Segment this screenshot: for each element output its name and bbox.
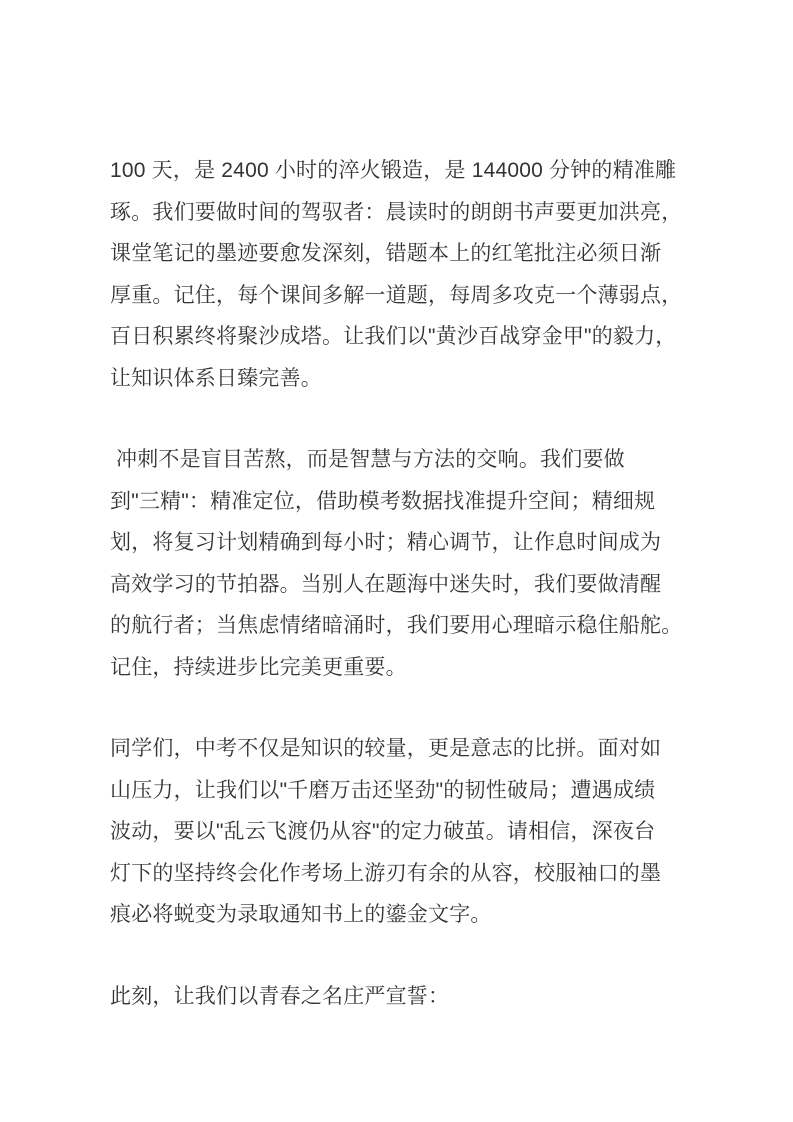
text-line: 百日积累终将聚沙成塔。让我们以"黄沙百战穿金甲"的毅力， (110, 325, 677, 348)
text-line: 课堂笔记的墨迹要愈发深刻，错题本上的红笔批注必须日渐 (110, 242, 662, 265)
paragraph-4 (110, 976, 710, 1018)
paragraph-1 (110, 150, 710, 399)
text-line: 同学们，中考不仅是知识的较量，更是意志的比拼。面对如 (110, 737, 662, 760)
text-line: 100 天，是 2400 小时的淬火锻造，是 144000 分钟的精准雕 (110, 159, 677, 182)
text-line: 划，将复习计划精确到每小时；精心调节，让作息时间成为 (110, 531, 662, 554)
text-line: 记住，持续进步比完美更重要。 (110, 655, 407, 679)
page-content (110, 150, 710, 1057)
text-line: 到"三精"：精准定位，借助模考数据找准提升空间；精细规 (110, 489, 656, 513)
text-line: 高效学习的节拍器。当别人在题海中迷失时，我们要做清醒 (110, 572, 662, 596)
text-line: 山压力，让我们以"千磨万击还坚劲"的韧性破局；遭遇成绩 (110, 778, 656, 802)
text-line: 痕必将蜕变为录取通知书上的鎏金文字。 (110, 903, 492, 926)
text-line: 让知识体系日臻完善。 (110, 366, 322, 390)
text-line: 琢。我们要做时间的驾驭者：晨读时的朗朗书声要更加洪亮， (110, 200, 683, 224)
text-line: 厚重。记住，每个课间多解一道题，每周多攻克一个薄弱点， (110, 283, 683, 307)
text-line: 波动，要以"乱云飞渡仍从容"的定力破茧。请相信，深夜台 (110, 820, 656, 843)
text-line: 的航行者；当焦虑情绪暗涌时，我们要用心理暗示稳住船舵。 (110, 614, 683, 637)
paragraph-3 (110, 728, 710, 936)
text-line: 灯下的坚持终会化作考场上游刃有余的从容，校服袖口的墨 (110, 861, 662, 885)
text-line: 此刻，让我们以青春之名庄严宣誓： (110, 984, 450, 1008)
text-line: 冲刺不是盲目苦熬，而是智慧与方法的交响。我们要做 (110, 448, 625, 471)
paragraph-2 (110, 439, 710, 688)
